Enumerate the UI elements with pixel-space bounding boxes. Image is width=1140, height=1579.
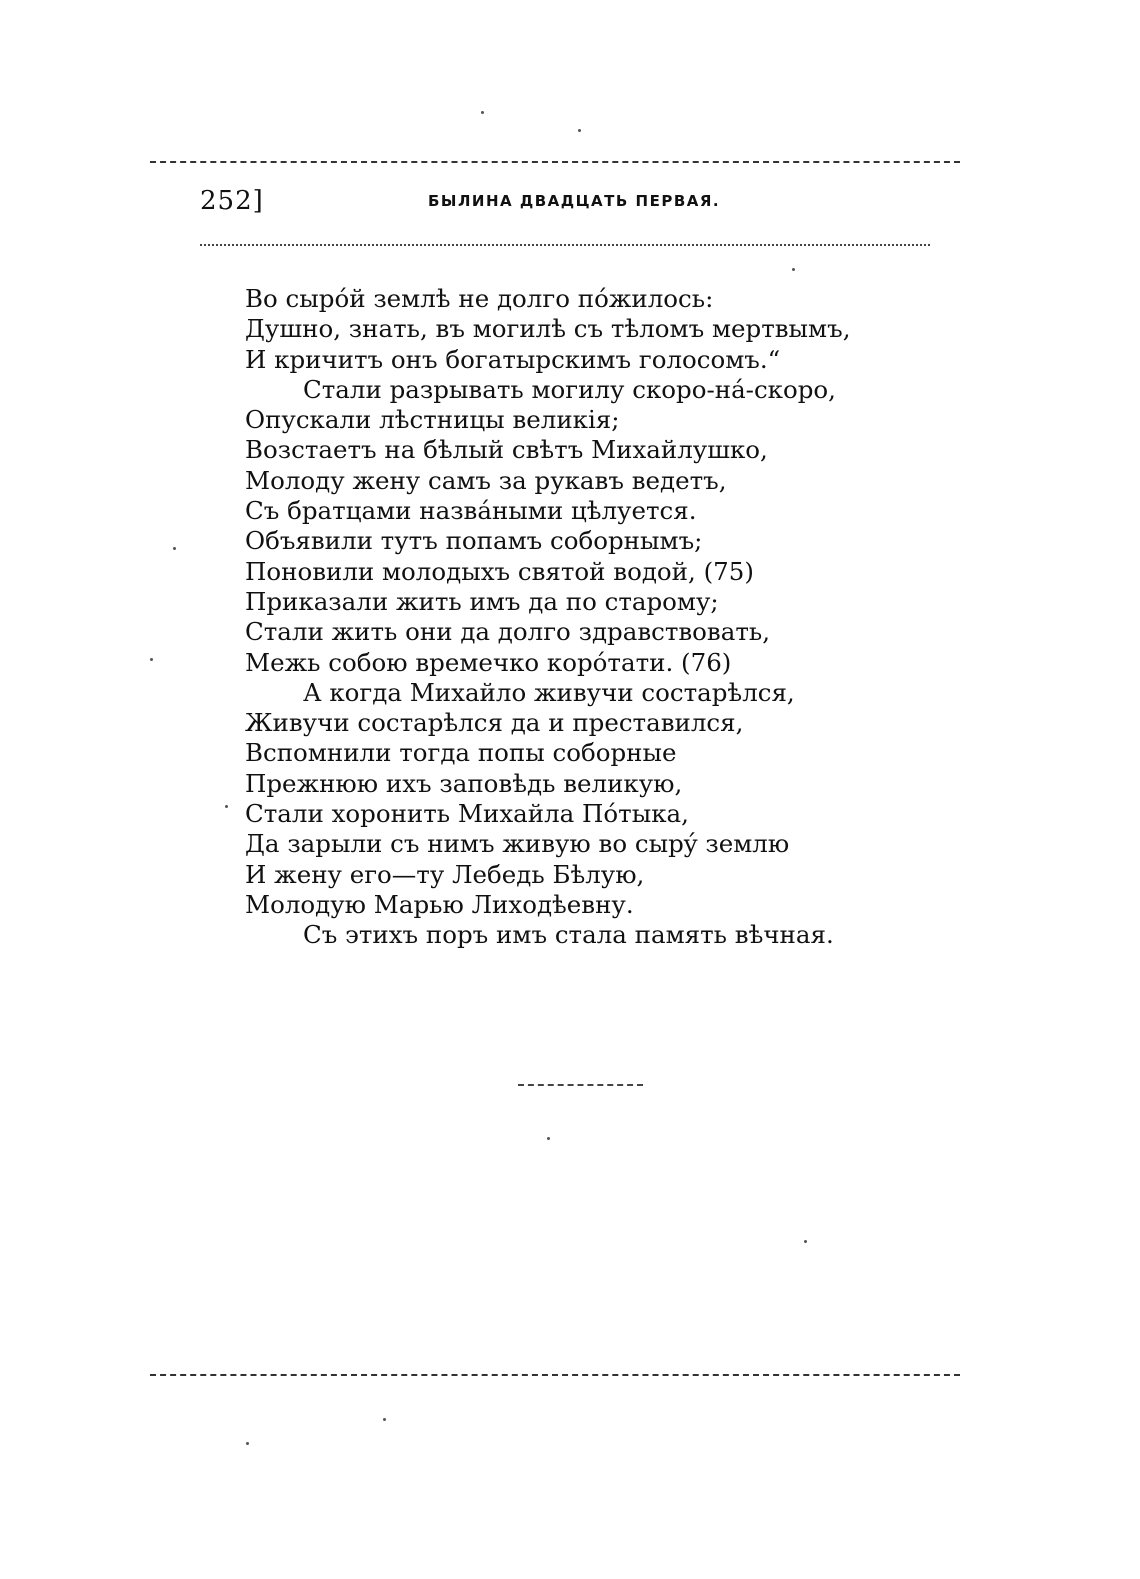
- header-ornament-rule: [200, 244, 930, 246]
- footnote-reference: (76): [681, 647, 732, 677]
- poem-line: [245, 617, 885, 647]
- poem-line-text: Съ братцами назвáными цѣлуется.: [245, 496, 697, 526]
- scan-speck: [383, 1418, 386, 1421]
- poem-text: [245, 284, 885, 951]
- poem-line: [245, 405, 885, 435]
- scan-speck: [804, 1240, 807, 1243]
- poem-line-text: Стали жить они да долго здравствовать,: [245, 617, 771, 647]
- poem-line: [245, 769, 885, 799]
- running-title: БЫЛИНА ДВАДЦАТЬ ПЕРВАЯ.: [428, 192, 721, 210]
- poem-line-text: Стали хоронить Михайла Пóтыка,: [245, 799, 689, 829]
- poem-line-text: Прежнюю ихъ заповѣдь великую,: [245, 768, 683, 798]
- poem-line: [245, 920, 885, 950]
- poem-line-text: Съ этихъ поръ имъ стала память вѣчная.: [303, 920, 834, 950]
- poem-line: [245, 284, 885, 314]
- bottom-rule: [150, 1374, 960, 1376]
- poem-line: [245, 375, 885, 405]
- poem-line-text: Живучи состарѣлся да и преставился,: [245, 708, 744, 738]
- poem-line-text: Вспомнили тогда попы соборные: [245, 738, 677, 768]
- poem-line-text: Душно, знать, въ могилѣ съ тѣломъ мертвымъ,: [245, 314, 851, 344]
- poem-line-text: И кричитъ онъ богатырскимъ голосомъ.“: [245, 344, 781, 374]
- poem-line-text: Во сырóй землѣ не долго пóжилось:: [245, 284, 714, 313]
- poem-line: [245, 526, 885, 556]
- poem-line: [245, 890, 885, 920]
- footnote-reference: (75): [703, 556, 754, 586]
- poem-line-text: Приказали жить имъ да по старому;: [245, 586, 719, 616]
- scan-speck: [792, 268, 795, 271]
- scan-speck: [173, 547, 176, 550]
- poem-line-text: А когда Михайло живучи состарѣлся,: [303, 677, 795, 707]
- end-rule: [518, 1084, 643, 1086]
- poem-line-text: И жену его—ту Лебедь Бѣлую,: [245, 859, 645, 889]
- poem-line: [245, 587, 885, 617]
- page-number: 252]: [200, 186, 264, 216]
- poem-line: [245, 314, 885, 344]
- scan-speck: [547, 1137, 550, 1140]
- poem-line: [245, 708, 885, 738]
- poem-line: [245, 829, 885, 859]
- poem-line-text: Стали разрывать могилу скоро-нá-скоро,: [303, 374, 836, 404]
- scan-speck: [150, 658, 153, 661]
- poem-line-text: Межь собою времечко корóтати.: [245, 647, 674, 677]
- poem-line-text: Объявили тутъ попамъ соборнымъ;: [245, 526, 703, 556]
- poem-line-text: Поновили молодыхъ святой водой,: [245, 556, 696, 586]
- top-rule: [150, 161, 960, 163]
- scan-speck: [246, 1442, 249, 1445]
- scan-speck: [225, 805, 228, 808]
- poem-line-text: Опускали лѣстницы великія;: [245, 405, 620, 435]
- poem-line: [245, 496, 885, 526]
- poem-line: [245, 435, 885, 465]
- poem-line: [245, 466, 885, 496]
- page-header: [200, 186, 940, 222]
- poem-line: [245, 860, 885, 890]
- poem-line-text: Возстаетъ на бѣлый свѣтъ Михайлушко,: [245, 435, 768, 465]
- poem-line: [245, 557, 885, 587]
- poem-line: [245, 799, 885, 829]
- scan-speck: [481, 111, 484, 114]
- poem-line-text: Молоду жену самъ за рукавъ ведетъ,: [245, 465, 727, 495]
- poem-line: [245, 345, 885, 375]
- poem-line-text: Молодую Марью Лиходѣевну.: [245, 889, 634, 919]
- poem-line-text: Да зарыли съ нимъ живую во сырý землю: [245, 829, 790, 859]
- poem-line: [245, 738, 885, 768]
- scan-speck: [578, 129, 581, 132]
- poem-line: [245, 648, 885, 678]
- poem-line: [245, 678, 885, 708]
